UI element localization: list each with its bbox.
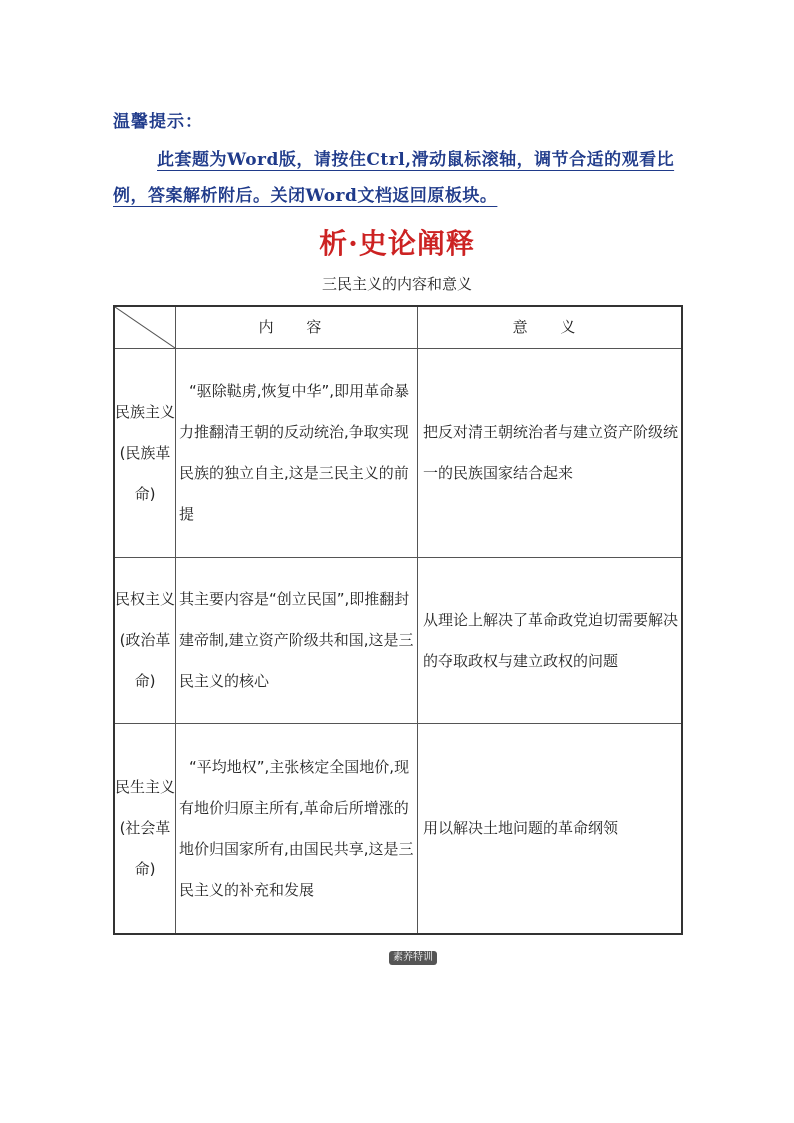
- row-meaning-cell: 从理论上解决了革命政党迫切需要解决的夺取政权与建立政权的问题: [418, 558, 683, 724]
- row-name-cell: 民生主义(社会革命): [114, 724, 176, 935]
- row-content-cell: “平均地权”,主张核定全国地价,现有地价归原主所有,革命后所增涨的地价归国家所有,由国民共享,这是三民主义的补充和发展: [176, 724, 418, 935]
- header-meaning: 意 义: [418, 306, 683, 349]
- content-table: [113, 305, 683, 935]
- notice-body: [113, 142, 683, 214]
- header-corner-cell: [114, 306, 176, 349]
- row-content-cell: “驱除鞑虏,恢复中华”,即用革命暴力推翻清王朝的反动统治,争取实现民族的独立自主,这是三民主义的前提: [176, 349, 418, 558]
- table-row: [114, 724, 682, 935]
- table-caption: 三民主义的内容和意义: [321, 275, 472, 293]
- table-row: [114, 349, 682, 558]
- row-name-cell: 民权主义(政治革命): [114, 558, 176, 724]
- row-meaning-cell: 用以解决土地问题的革命纲领: [418, 724, 683, 935]
- row-meaning-cell: 把反对清王朝统治者与建立资产阶级统一的民族国家结合起来: [418, 349, 683, 558]
- row-content-cell: 其主要内容是“创立民国”,即推翻封建帝制,建立资产阶级共和国,这是三民主义的核心: [176, 558, 418, 724]
- training-badge[interactable]: 素养特训: [389, 951, 437, 965]
- notice-title: 温馨提示：: [113, 112, 203, 132]
- table-row: [114, 558, 682, 724]
- section-title: 析·史论阐释: [319, 227, 475, 260]
- row-name-cell: 民族主义(民族革命): [114, 349, 176, 558]
- diagonal-line: [115, 307, 175, 348]
- table-header-row: [114, 306, 682, 349]
- header-content: 内 容: [176, 306, 418, 349]
- notice-body-text: 此套题为Word版，请按住Ctrl,滑动鼠标滚轴，调节合适的观看比例，答案解析附后。关闭Word文档返回原板块。: [113, 150, 675, 206]
